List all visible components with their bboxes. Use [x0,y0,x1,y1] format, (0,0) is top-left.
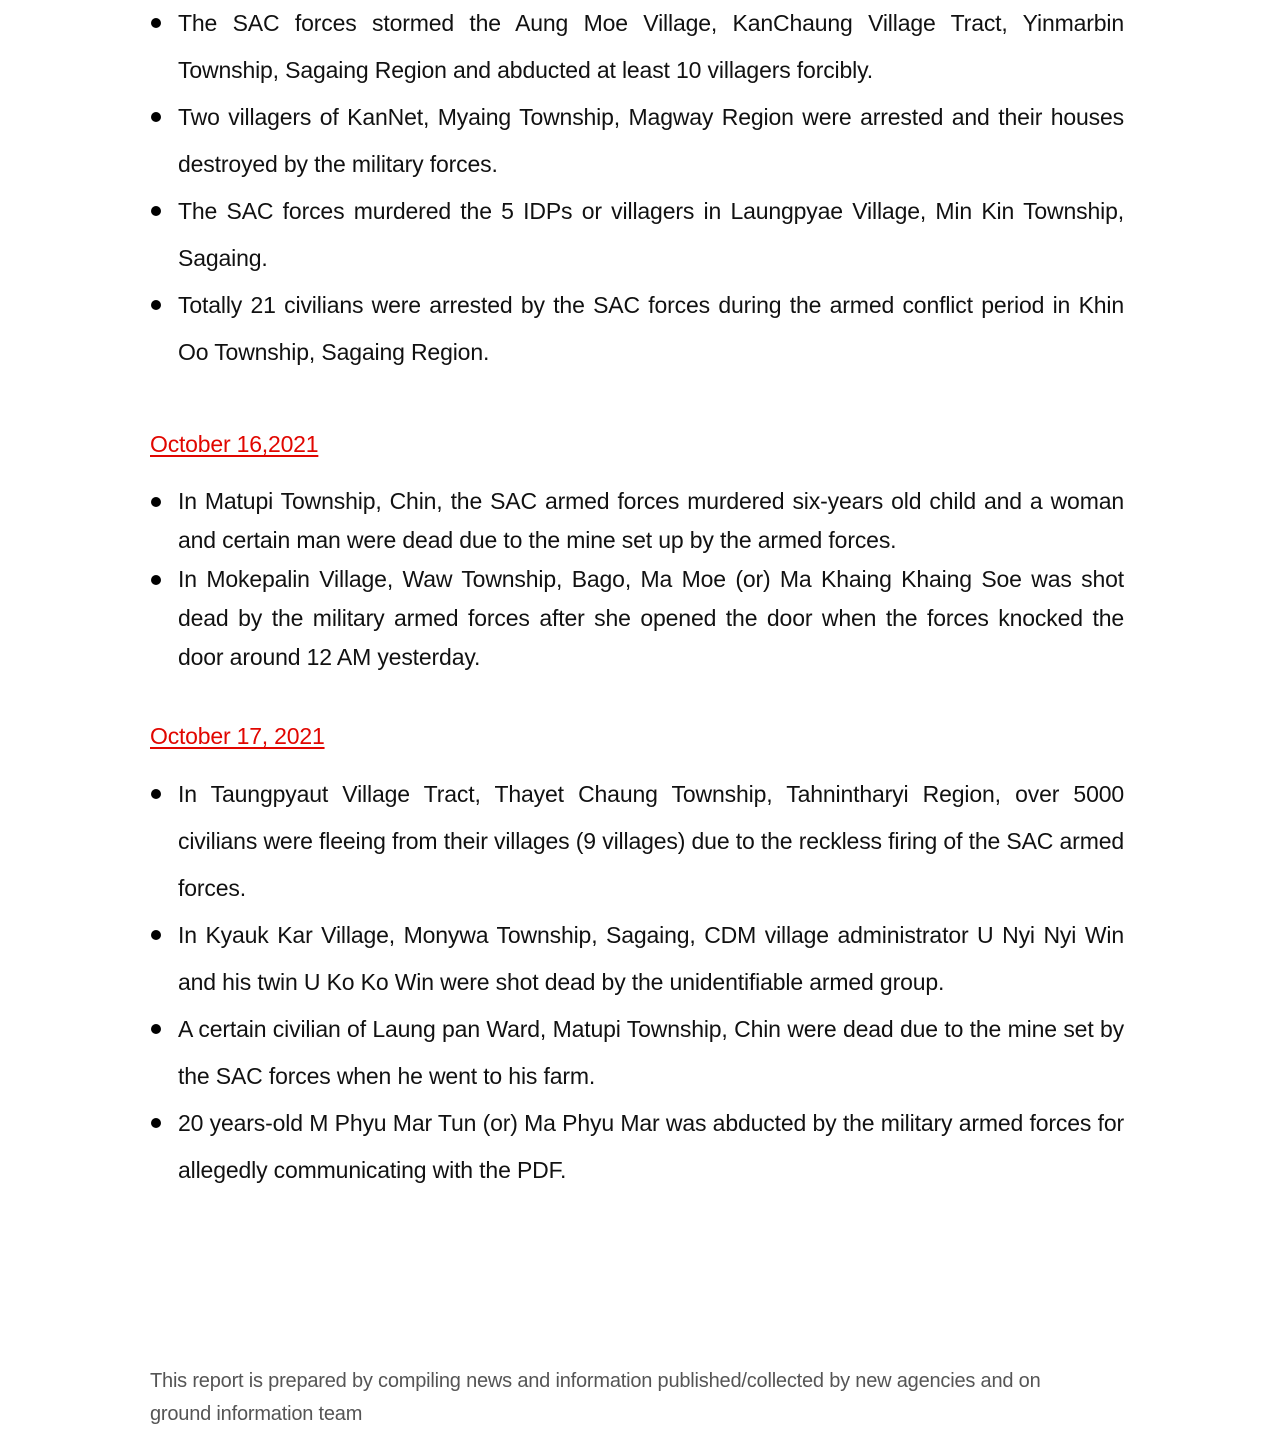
list-item-text: The SAC forces murdered the 5 IDPs or villagers in Laungpyae Village, Min Kin Township, Sagaing. [178,198,1124,271]
oct17-incident-list [150,771,1124,1194]
oct16-incident-list [150,482,1124,677]
bullet-icon [151,300,161,310]
bullet-icon [151,1118,161,1128]
bullet-icon [151,1024,161,1034]
list-item-text: The SAC forces stormed the Aung Moe Village, KanChaung Village Tract, Yinmarbin Township, Sagaing Region and abducted at least 10 villagers forcibly. [178,10,1124,83]
list-item [150,912,1124,1006]
bullet-icon [151,206,161,216]
list-item [150,482,1124,560]
date-heading-oct17: October 17, 2021 [150,723,325,749]
intro-incident-list [150,0,1124,376]
list-item [150,188,1124,282]
bullet-icon [151,497,161,507]
bullet-icon [151,112,161,122]
report-source-note: This report is prepared by compiling news and information published/collected by new agencies and on ground information team [150,1370,1041,1425]
bullet-icon [151,575,161,585]
list-item [150,1006,1124,1100]
list-item-text: In Kyauk Kar Village, Monywa Township, Sagaing, CDM village administrator U Nyi Nyi Win and his twin U Ko Ko Win were shot dead by the unidentifiable armed group. [178,922,1124,995]
list-item-text: In Taungpyaut Village Tract, Thayet Chaung Township, Tahnintharyi Region, over 5000 civilians were fleeing from their villages (9 villages) due to the reckless firing of the SAC armed forces. [178,781,1124,901]
bullet-icon [151,789,161,799]
list-item-text: 20 years-old M Phyu Mar Tun (or) Ma Phyu Mar was abducted by the military armed forces for allegedly communicating with the PDF. [178,1110,1124,1183]
list-item [150,282,1124,376]
date-heading-oct16: October 16,2021 [150,431,319,457]
list-item-text: Totally 21 civilians were arrested by the SAC forces during the armed conflict period in Khin Oo Township, Sagaing Region. [178,292,1124,365]
list-item [150,771,1124,912]
list-item [150,1100,1124,1194]
list-item [150,0,1124,94]
bullet-icon [151,930,161,940]
list-item-text: A certain civilian of Laung pan Ward, Matupi Township, Chin were dead due to the mine set by the SAC forces when he went to his farm. [178,1016,1124,1089]
list-item-text: Two villagers of KanNet, Myaing Township, Magway Region were arrested and their houses destroyed by the military forces. [178,104,1124,177]
bullet-icon [151,18,161,28]
list-item-text: In Mokepalin Village, Waw Township, Bago, Ma Moe (or) Ma Khaing Khaing Soe was shot dead by the military armed forces after she opened the door when the forces knocked the door around 12 AM yesterday. [178,566,1124,670]
list-item [150,560,1124,677]
list-item [150,94,1124,188]
list-item-text: In Matupi Township, Chin, the SAC armed forces murdered six-years old child and a woman and certain man were dead due to the mine set up by the armed forces. [178,488,1124,553]
